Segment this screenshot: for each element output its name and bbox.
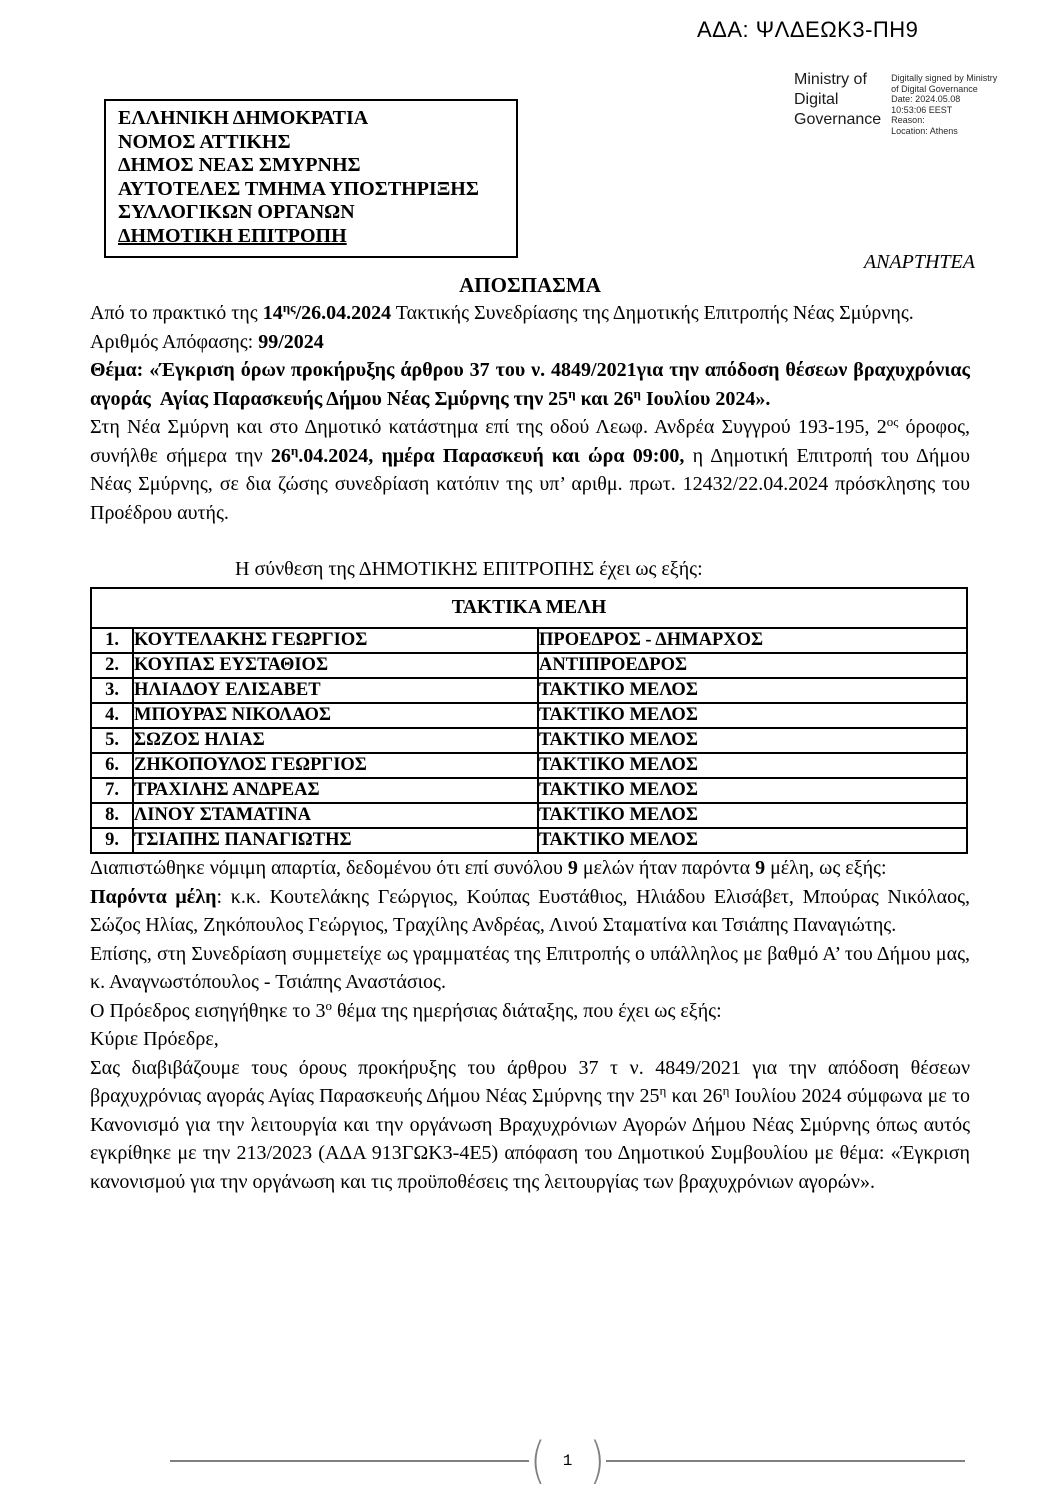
text-line: Date: 2024.05.08 [891, 94, 961, 104]
text-run: /26.04.2024 [295, 302, 392, 324]
text-run: και 26 [575, 387, 634, 410]
table-cell-role: ΤΑΚΤΙΚΟ ΜΕΛΟΣ [538, 753, 967, 778]
text-run: Επίσης, στη Συνεδρίαση συμμετείχε ως γραμματέας της Επιτροπής ο υπάλληλος με βαθμό Α’ του Δήμου μας, κ. Αναγνωστόπουλος - Τσιάπης Αναστάσιος. [90, 942, 970, 993]
members-table-header-row [91, 588, 967, 628]
table-cell-name: ΣΩΖΟΣ ΗΛΙΑΣ [133, 728, 538, 753]
table-cell-role: ΠΡΟΕΔΡΟΣ - ΔΗΜΑΡΧΟΣ [538, 628, 967, 653]
table-row [91, 703, 967, 728]
text-run: Ιουλίου 2024». [640, 387, 771, 410]
text-run: και 26 [666, 1085, 723, 1107]
text-line: Governance [794, 111, 882, 128]
text-run: Ο Πρόεδρος εισηγήθηκε το 3 [90, 999, 326, 1022]
decision-number-line [90, 328, 970, 357]
text-line: Reason: [891, 115, 925, 125]
table-cell-name: ΜΠΟΥΡΑΣ ΝΙΚΟΛΑΟΣ [133, 703, 538, 728]
table-cell-num: 1. [91, 628, 133, 653]
signature-details [891, 70, 1011, 136]
anartitea-label: ΑΝΑΡΤΗΤΕΑ [863, 251, 975, 273]
letterhead-box [104, 99, 518, 258]
text-run: : κ.κ. Κουτελάκης Γεώργιος, Κούπας Ευστάθιος, Ηλιάδου Ελισάβετ, Μπούρας Νικόλαος, Σώζος Ηλίας, Ζηκόπουλος Γεώργιος, Τραχίλης Ανδρέας, Λινού Σταματίνα και Τσιάπης Παναγιώτης. [90, 885, 970, 936]
members-table-header: ΤΑΚΤΙΚΑ ΜΕΛΗ [91, 588, 967, 628]
signature-authority-name [794, 70, 881, 136]
quorum-paragraph [90, 854, 970, 883]
table-row [91, 828, 967, 853]
table-cell-num: 8. [91, 803, 133, 828]
text-run: 26 [270, 444, 291, 467]
text-line: ΣΥΛΛΟΓΙΚΩΝ ΟΡΓΑΝΩΝ [118, 201, 355, 223]
text-line: Digital [794, 91, 839, 108]
footer-rule-right [606, 1460, 965, 1462]
table-cell-role: ΤΑΚΤΙΚΟ ΜΕΛΟΣ [538, 803, 967, 828]
text-line: ΑΥΤΟΤΕΛΕΣ ΤΜΗΜΑ ΥΠΟΣΤΗΡΙΞΗΣ [118, 177, 479, 200]
table-cell-role: ΤΑΚΤΙΚΟ ΜΕΛΟΣ [538, 728, 967, 753]
text-line: ΕΛΛΗΝΙΚΗ ΔΗΜΟΚΡΑΤΙΑ [118, 107, 369, 129]
text-run: 9 [755, 857, 766, 879]
table-cell-role: ΤΑΚΤΙΚΟ ΜΕΛΟΣ [538, 703, 967, 728]
text-line: Digitally signed by Ministry [891, 73, 998, 83]
digital-signature-block [794, 70, 1011, 136]
agenda-intro-paragraph [90, 997, 970, 1026]
subject-paragraph [90, 356, 970, 413]
document-title: ΑΠΟΣΠΑΣΜΑ [459, 273, 601, 297]
session-details-paragraph [90, 413, 970, 527]
page-number: 1 [562, 1452, 573, 1470]
text-run: 9 [567, 857, 578, 879]
text-line: ΔΗΜΟΣ ΝΕΑΣ ΣΜΥΡΝΗΣ [118, 154, 361, 176]
table-cell-role: ΤΑΚΤΙΚΟ ΜΕΛΟΣ [538, 678, 967, 703]
table-cell-name: ΛΙΝΟΥ ΣΤΑΜΑΤΙΝΑ [133, 803, 538, 828]
members-table-body [91, 628, 967, 853]
table-cell-num: 4. [91, 703, 133, 728]
table-cell-role: ΤΑΚΤΙΚΟ ΜΕΛΟΣ [538, 778, 967, 803]
table-cell-num: 3. [91, 678, 133, 703]
text-run: η Δημοτική Επιτροπή του Δήμου Νέας Σμύρνης, σε δια ζώσης συνεδρίαση κατόπιν της υπ’ αριθμ. πρωτ. 12432/22.04.2024 πρόσκλησης του Προέδρου αυτής. [90, 444, 970, 524]
table-cell-role: ΑΝΤΙΠΡΟΕΔΡΟΣ [538, 653, 967, 678]
table-cell-name: ΚΟΥΠΑΣ ΕΥΣΤΑΘΙΟΣ [133, 653, 538, 678]
table-cell-num: 2. [91, 653, 133, 678]
text-run: Ιουλίου 2024 σύμφωνα με το Κανονισμό για την λειτουργία και την οργάνωση Βραχυχρόνιων Αγορών Δήμου Νέας Σμύρνης όπως αυτός εγκρίθηκε με την 213/2023 (ΑΔΑ 913ΓΩΚ3-4Ε5) απόφαση του Δημοτικού Συμβουλίου με θέμα: «Έγκριση κανονισμού για την οργάνωση και τις προϋποθέσεις της λειτουργίας των βραχυχρόνιων αγορών». [90, 1085, 971, 1193]
text-run: Σας διαβιβάζουμε τους όρους προκήρυξης του άρθρου 37 τ ν. 4849/2021 για την απόδοση θέσεων βραχυχρόνιας αγοράς Αγίας Παρασκευής Δήμου Νέας Σμύρνης την 25 [90, 1056, 970, 1107]
minutes-intro-paragraph [90, 299, 970, 328]
text-run: μέλη, ως εξής: [765, 857, 887, 879]
table-cell-name: ΗΛΙΑΔΟΥ ΕΛΙΣΑΒΕΤ [133, 678, 538, 703]
text-line: ΝΟΜΟΣ ΑΤΤΙΚΗΣ [118, 130, 291, 153]
text-run: η [568, 385, 576, 401]
table-cell-num: 5. [91, 728, 133, 753]
text-run: Παρόντα μέλη [90, 885, 217, 908]
members-table [90, 587, 968, 854]
table-cell-name: ΚΟΥΤΕΛΑΚΗΣ ΓΕΩΡΓΙΟΣ [133, 628, 538, 653]
footer-rule-left [170, 1460, 529, 1462]
text-run: ο [325, 997, 332, 1013]
table-row [91, 678, 967, 703]
letterhead-lines [118, 107, 516, 225]
text-line: Ministry of [794, 71, 867, 88]
text-run: Θέμα: «Έγκριση όρων προκήρυξης άρθρου 37 του ν. 4849/2021για την απόδοση θέσεων βραχυχρόνιας αγοράς Αγίας Παρασκευής Δήμου Νέας Σμύρνης την 25 [90, 359, 970, 410]
text-run: Τακτικής Συνεδρίασης της Δημοτικής Επιτροπής Νέας Σμύρνης. [391, 302, 914, 324]
text-run: η [633, 385, 641, 401]
composition-intro-line: Η σύνθεση της ΔΗΜΟΤΙΚΗΣ ΕΠΙΤΡΟΠΗΣ έχει ως εξής: [235, 558, 703, 580]
text-run: ης [282, 300, 296, 315]
table-cell-name: ΤΣΙΑΠΗΣ ΠΑΝΑΓΙΩΤΗΣ [133, 828, 538, 853]
text-run: Διαπιστώθηκε νόμιμη απαρτία, δεδομένου ότι επί συνόλου [90, 857, 568, 879]
text-run: η [659, 1083, 667, 1098]
page-number-bracket-left: ( [530, 1432, 546, 1490]
text-line: of Digital Governance [891, 83, 978, 94]
salutation-line: Κύριε Πρόεδρε, [90, 1028, 219, 1050]
table-row [91, 728, 967, 753]
table-row [91, 778, 967, 803]
text-line: 10:53:06 EEST [891, 104, 953, 115]
document-body [90, 272, 970, 1196]
table-cell-num: 9. [91, 828, 133, 853]
table-cell-role: ΤΑΚΤΙΚΟ ΜΕΛΟΣ [538, 828, 967, 853]
table-cell-num: 7. [91, 778, 133, 803]
table-row [91, 628, 967, 653]
text-run: Αριθμός Απόφασης: [90, 330, 259, 353]
table-cell-name: ΤΡΑΧΙΛΗΣ ΑΝΔΡΕΑΣ [133, 778, 538, 803]
text-run: η [722, 1083, 730, 1098]
text-run: 14 [262, 302, 283, 324]
text-run: θέμα της ημερήσιας διάταξης, που έχει ως εξής: [331, 999, 722, 1022]
text-run: μελών ήταν παρόντα [577, 857, 756, 879]
text-run: η [290, 442, 299, 458]
text-run: ος [886, 414, 899, 429]
text-run: .04.2024, ημέρα Παρασκευή και ώρα 09:00, [298, 444, 685, 467]
text-run: όροφος, συνήλθε σήμερα την [90, 416, 971, 467]
page-number-bracket-right: ) [589, 1432, 605, 1490]
text-run: 99/2024 [258, 330, 324, 353]
table-row [91, 653, 967, 678]
text-run: Από το πρακτικό της [90, 302, 263, 324]
page-footer [170, 1432, 965, 1490]
transmittal-paragraph [90, 1054, 970, 1197]
text-run: Στη Νέα Σμύρνη και στο Δημοτικό κατάστημα επί της οδού Λεωφ. Ανδρέα Συγγρού 193-195, 2 [90, 416, 887, 438]
present-members-paragraph [90, 883, 970, 940]
table-cell-name: ΖΗΚΟΠΟΥΛΟΣ ΓΕΩΡΓΙΟΣ [133, 753, 538, 778]
table-row [91, 753, 967, 778]
table-row [91, 803, 967, 828]
letterhead-committee-line: ΔΗΜΟΤΙΚΗ ΕΠΙΤΡΟΠΗ [118, 224, 347, 247]
ada-code: ΑΔΑ: ΨΛΔΕΩΚ3-ΠΗ9 [697, 17, 919, 42]
text-line: Location: Athens [891, 125, 958, 136]
table-cell-num: 6. [91, 753, 133, 778]
secretary-note-paragraph [90, 940, 970, 997]
